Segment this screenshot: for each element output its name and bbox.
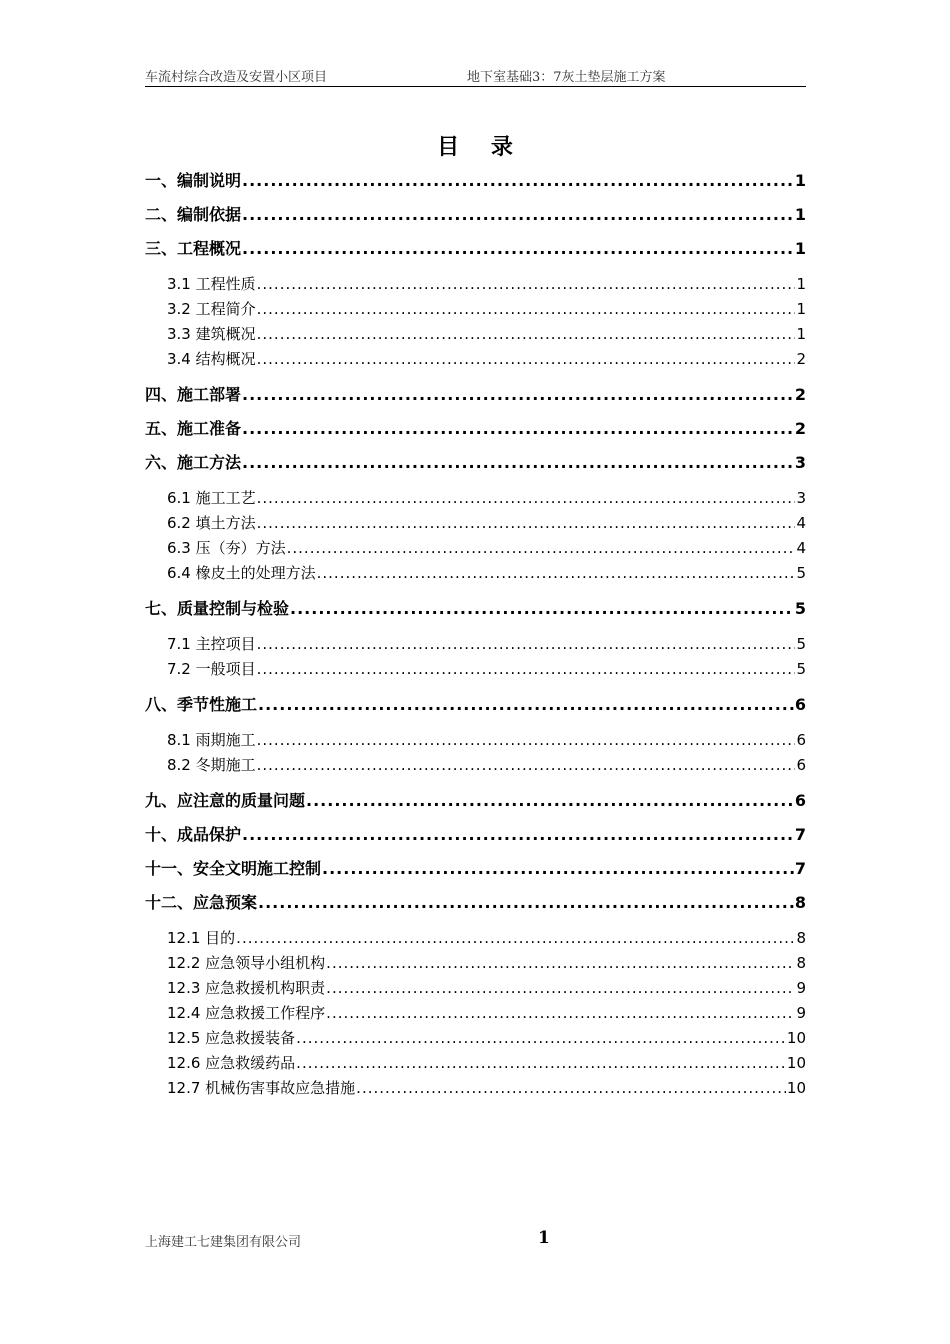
- toc-entry-label: 12.2 应急领导小组机构: [167, 954, 326, 972]
- toc-entry-page-number: 6: [794, 695, 806, 714]
- toc-entry-label: 6.2 填土方法: [167, 514, 256, 532]
- toc-dot-leader: [257, 660, 796, 678]
- toc-entry-section[interactable]: [145, 382, 806, 405]
- toc-entry-page-number: 2: [794, 385, 806, 404]
- toc-entry-label: 12.1 目的: [167, 929, 236, 947]
- toc-dot-leader: [326, 979, 795, 997]
- toc-entry-subsection[interactable]: [167, 323, 806, 344]
- toc-entry-label: 四、施工部署: [145, 385, 242, 404]
- toc-dot-leader: [257, 514, 796, 532]
- toc-dot-leader: [236, 929, 795, 947]
- toc-dot-leader: [257, 635, 796, 653]
- toc-dot-leader: [290, 599, 794, 618]
- page-header: [145, 64, 806, 87]
- toc-entry-subsection[interactable]: [167, 512, 806, 533]
- toc-entry-page-number: 5: [796, 635, 806, 653]
- toc-entry-section[interactable]: [145, 822, 806, 845]
- toc-entry-label: 7.2 一般项目: [167, 660, 256, 678]
- toc-entry-section[interactable]: [145, 236, 806, 259]
- toc-dot-leader: [242, 171, 794, 190]
- toc-entry-page-number: 6: [796, 756, 806, 774]
- header-project-name: 车流村综合改造及安置小区项目: [145, 70, 328, 85]
- toc-entry-section[interactable]: [145, 450, 806, 473]
- toc-entry-label: 九、应注意的质量问题: [145, 791, 306, 810]
- toc-entry-label: 十二、应急预案: [145, 893, 258, 912]
- toc-dot-leader: [257, 350, 796, 368]
- toc-entry-page-number: 7: [794, 859, 806, 878]
- toc-dot-leader: [242, 419, 794, 438]
- toc-entry-label: 3.2 工程简介: [167, 300, 256, 318]
- toc-title: 目 录: [437, 134, 525, 160]
- header-document-title: 地下室基础3：7灰土垫层施工方案: [467, 70, 666, 85]
- toc-entry-label: 十、成品保护: [145, 825, 242, 844]
- toc-entry-section[interactable]: [145, 168, 806, 191]
- toc-entry-subsection[interactable]: [167, 298, 806, 319]
- footer-company: 上海建工七建集团有限公司: [145, 1235, 302, 1250]
- toc-dot-leader: [317, 564, 796, 582]
- toc-entry-page-number: 10: [786, 1079, 806, 1097]
- toc-entry-subsection[interactable]: [167, 754, 806, 775]
- toc-dot-leader: [257, 300, 796, 318]
- toc-entry-page-number: 8: [794, 893, 806, 912]
- toc-entry-label: 12.7 机械伤害事故应急措施: [167, 1079, 356, 1097]
- toc-entry-label: 8.2 冬期施工: [167, 756, 256, 774]
- toc-entry-label: 3.3 建筑概况: [167, 325, 256, 343]
- toc-entry-page-number: 5: [796, 564, 806, 582]
- toc-entry-subsection[interactable]: [167, 1002, 806, 1023]
- toc-entry-label: 七、质量控制与检验: [145, 599, 290, 618]
- toc-entry-page-number: 4: [796, 539, 806, 557]
- toc-entry-section[interactable]: [145, 692, 806, 715]
- toc-entry-label: 8.1 雨期施工: [167, 731, 256, 749]
- toc-entry-label: 六、施工方法: [145, 453, 242, 472]
- toc-dot-leader: [242, 825, 794, 844]
- toc-entry-subsection[interactable]: [167, 273, 806, 294]
- toc-dot-leader: [257, 756, 796, 774]
- toc-entry-label: 一、编制说明: [145, 171, 242, 190]
- toc-entry-subsection[interactable]: [167, 1077, 806, 1098]
- toc-entry-label: 3.1 工程性质: [167, 275, 256, 293]
- toc-dot-leader: [306, 791, 794, 810]
- toc-entry-label: 二、编制依据: [145, 205, 242, 224]
- toc-entry-page-number: 7: [794, 825, 806, 844]
- toc-entry-section[interactable]: [145, 788, 806, 811]
- toc-entry-label: 三、工程概况: [145, 239, 242, 258]
- toc-entry-section[interactable]: [145, 202, 806, 225]
- toc-entry-page-number: 3: [794, 453, 806, 472]
- toc-entry-label: 6.1 施工工艺: [167, 489, 256, 507]
- toc-dot-leader: [296, 1054, 786, 1072]
- toc-entry-label: 12.4 应急救援工作程序: [167, 1004, 326, 1022]
- toc-entry-page-number: 8: [796, 929, 806, 947]
- toc-dot-leader: [326, 954, 795, 972]
- toc-entry-label: 12.6 应急救缓药品: [167, 1054, 296, 1072]
- toc-entry-page-number: 9: [796, 979, 806, 997]
- toc-entry-label: 7.1 主控项目: [167, 635, 256, 653]
- toc-entry-page-number: 3: [796, 489, 806, 507]
- toc-entry-subsection[interactable]: [167, 729, 806, 750]
- toc-entry-section[interactable]: [145, 890, 806, 913]
- toc-entry-page-number: 5: [794, 599, 806, 618]
- toc-entry-subsection[interactable]: [167, 537, 806, 558]
- toc-dot-leader: [257, 731, 796, 749]
- toc-entry-page-number: 4: [796, 514, 806, 532]
- toc-entry-page-number: 8: [796, 954, 806, 972]
- toc-entry-section[interactable]: [145, 856, 806, 879]
- toc-entry-subsection[interactable]: [167, 977, 806, 998]
- toc-entry-subsection[interactable]: [167, 927, 806, 948]
- toc-dot-leader: [257, 275, 796, 293]
- toc-dot-leader: [258, 893, 794, 912]
- toc-dot-leader: [356, 1079, 786, 1097]
- toc-entry-subsection[interactable]: [167, 952, 806, 973]
- toc-entry-page-number: 6: [796, 731, 806, 749]
- toc-dot-leader: [326, 1004, 795, 1022]
- toc-entry-page-number: 6: [794, 791, 806, 810]
- toc-entry-page-number: 1: [796, 300, 806, 318]
- toc-entry-page-number: 1: [794, 205, 806, 224]
- toc-entry-page-number: 1: [794, 239, 806, 258]
- toc-dot-leader: [257, 489, 796, 507]
- toc-entry-subsection[interactable]: [167, 487, 806, 508]
- toc-entry-label: 6.4 橡皮土的处理方法: [167, 564, 316, 582]
- toc-entry-label: 3.4 结构概况: [167, 350, 256, 368]
- toc-dot-leader: [257, 325, 796, 343]
- footer-page-number: 1: [538, 1228, 550, 1248]
- toc-entry-subsection[interactable]: [167, 658, 806, 679]
- toc-entry-page-number: 2: [796, 350, 806, 368]
- toc-entry-page-number: 10: [786, 1054, 806, 1072]
- toc-entry-subsection[interactable]: [167, 348, 806, 369]
- toc-entry-label: 八、季节性施工: [145, 695, 258, 714]
- toc-entry-page-number: 1: [796, 275, 806, 293]
- toc-dot-leader: [242, 385, 794, 404]
- toc-dot-leader: [242, 205, 794, 224]
- toc-entry-section[interactable]: [145, 596, 806, 619]
- toc-dot-leader: [242, 239, 794, 258]
- toc-dot-leader: [287, 539, 796, 557]
- toc-entry-page-number: 2: [794, 419, 806, 438]
- toc-entry-page-number: 5: [796, 660, 806, 678]
- toc-dot-leader: [258, 695, 794, 714]
- toc-entry-page-number: 1: [794, 171, 806, 190]
- toc-entry-label: 五、施工准备: [145, 419, 242, 438]
- toc-entry-label: 12.5 应急救援装备: [167, 1029, 296, 1047]
- toc-entry-subsection[interactable]: [167, 633, 806, 654]
- toc-entry-label: 十一、安全文明施工控制: [145, 859, 322, 878]
- toc-entry-page-number: 1: [796, 325, 806, 343]
- toc-entry-section[interactable]: [145, 416, 806, 439]
- toc-dot-leader: [322, 859, 794, 878]
- toc-dot-leader: [242, 453, 794, 472]
- toc-entry-page-number: 9: [796, 1004, 806, 1022]
- toc-entry-subsection[interactable]: [167, 562, 806, 583]
- toc-entry-subsection[interactable]: [167, 1052, 806, 1073]
- toc-entry-label: 12.3 应急救援机构职责: [167, 979, 326, 997]
- toc-entry-subsection[interactable]: [167, 1027, 806, 1048]
- toc-entry-page-number: 10: [786, 1029, 806, 1047]
- toc-entry-label: 6.3 压（夯）方法: [167, 539, 286, 557]
- toc-dot-leader: [296, 1029, 786, 1047]
